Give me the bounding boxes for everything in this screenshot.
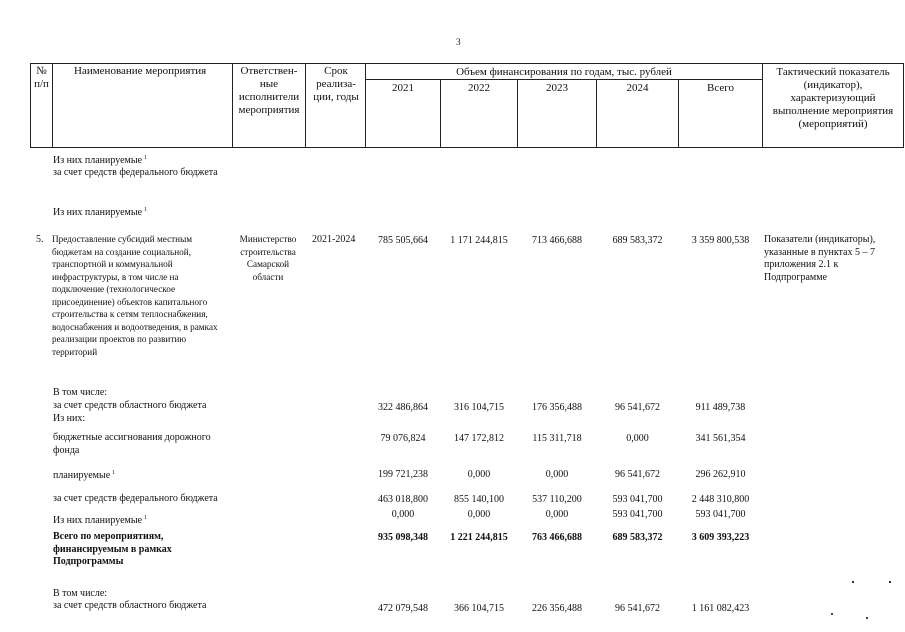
totals-regional-2021: 472 079,548 — [378, 603, 428, 614]
header-indicator: Тактический показатель (индикатор), характеризующий выполнение мероприятия (мероприятий) — [772, 66, 894, 130]
totals-regional-total: 1 161 082,423 — [691, 603, 750, 614]
header-total: Всего — [707, 82, 734, 94]
regional-2022: 316 104,715 — [454, 402, 504, 413]
regional-2024: 96 541,672 — [615, 402, 660, 413]
planned-2024: 96 541,672 — [615, 469, 660, 480]
regional-budget-label: за счет средств областного бюджета — [53, 600, 207, 611]
item-number: 5. — [36, 234, 44, 245]
regional-budget-label: за счет средств областного бюджета — [53, 400, 207, 411]
federal-2022: 855 140,100 — [454, 494, 504, 505]
federal-budget-label: за счет средств федерального бюджета — [53, 493, 218, 504]
regional-total: 911 489,738 — [695, 402, 746, 413]
federal-2024: 593 041,700 — [612, 494, 663, 505]
item-value-2023: 713 466,688 — [532, 235, 582, 246]
fed-planned-2023: 0,000 — [545, 509, 569, 520]
item-responsible: Министерство строительства Самарской области — [239, 234, 297, 282]
totals-regional-2023: 226 356,488 — [532, 603, 582, 614]
fed-planned-total: 593 041,700 — [695, 509, 746, 520]
planned-label: Из них планируемые $^1$ — [53, 155, 148, 166]
regional-2021: 322 486,864 — [378, 402, 428, 413]
including-label: В том числе: — [53, 387, 108, 398]
totals-regional-2024: 96 541,672 — [615, 603, 660, 614]
scan-speck — [831, 613, 833, 615]
scan-speck — [889, 581, 891, 583]
header-year-2021: 2021 — [392, 82, 414, 94]
federal-planned-label: Из них планируемые $^1$ — [53, 515, 148, 526]
item-value-2021: 785 505,664 — [378, 235, 428, 246]
federal-2021: 463 018,800 — [378, 494, 428, 505]
road-2024: 0,000 — [626, 433, 649, 444]
header-year-2024: 2024 — [626, 82, 649, 94]
including-label: В том числе: — [53, 588, 108, 599]
totals-label: Всего по мероприятиям, финансируемым в рамках Подпрограммы — [53, 531, 172, 567]
planned-2022: 0,000 — [467, 469, 491, 480]
item-indicator: Показатели (индикаторы), указанные в пунктах 5 – 7 приложения 2.1 к Подпрограмме — [764, 234, 876, 283]
road-2022: 147 172,812 — [454, 433, 504, 444]
item-name: Предоставление субсидий местным бюджетам на создание социальной, транспортной и коммунальной инфраструктуры, в том числе на подключение (технологическое присоединение) объектов капитального строительства к сетям теплоснабжения, водоснабжения и водоотведения, в рамках реализации проектов по развитию территорий — [52, 234, 218, 357]
header-year-2023: 2023 — [546, 82, 568, 94]
item-value-2022: 1 171 244,815 — [450, 235, 508, 246]
item-term: 2021-2024 — [312, 234, 356, 245]
road-fund-label: бюджетные ассигнования дорожного фонда — [53, 432, 211, 456]
regional-2023: 176 356,488 — [532, 402, 582, 413]
road-2021: 79 076,824 — [380, 433, 426, 444]
totals-2023: 763 466,688 — [532, 532, 582, 543]
fed-planned-2024: 593 041,700 — [612, 509, 663, 520]
totals-total: 3 609 393,223 — [691, 532, 750, 543]
planned-2023: 0,000 — [545, 469, 569, 480]
totals-regional-2022: 366 104,715 — [454, 603, 504, 614]
item-value-total: 3 359 800,538 — [691, 235, 750, 246]
totals-2022: 1 221 244,815 — [450, 532, 508, 543]
planned-label: планируемые $^1$ — [53, 470, 116, 481]
road-2023: 115 311,718 — [532, 433, 582, 444]
of-them-label: Из них: — [53, 413, 86, 424]
federal-2023: 537 110,200 — [532, 494, 582, 505]
totals-2021: 935 098,348 — [378, 532, 428, 543]
header-responsible: Ответствен-ные исполнители мероприятия — [238, 65, 300, 116]
planned-2021: 199 721,238 — [378, 469, 428, 480]
header-term: Срок реализа-ции, годы — [313, 65, 359, 103]
totals-2024: 689 583,372 — [612, 532, 663, 543]
item-value-2024: 689 583,372 — [612, 235, 663, 246]
fed-planned-2022: 0,000 — [467, 509, 491, 520]
header-financing: Объем финансирования по годам, тыс. рублей — [456, 66, 672, 78]
header-no: № п/п — [34, 65, 49, 90]
page-number: 3 — [456, 37, 461, 47]
scan-speck — [852, 581, 854, 583]
planned-label: Из них планируемые $^1$ — [53, 207, 148, 218]
planned-total: 296 262,910 — [695, 469, 746, 480]
federal-total: 2 448 310,800 — [691, 494, 750, 505]
header-name: Наименование мероприятия — [74, 65, 207, 77]
federal-budget-label: за счет средств федерального бюджета — [53, 167, 218, 178]
scan-speck — [866, 617, 868, 619]
header-year-2022: 2022 — [468, 82, 490, 94]
fed-planned-2021: 0,000 — [391, 509, 415, 520]
road-total: 341 561,354 — [695, 433, 746, 444]
